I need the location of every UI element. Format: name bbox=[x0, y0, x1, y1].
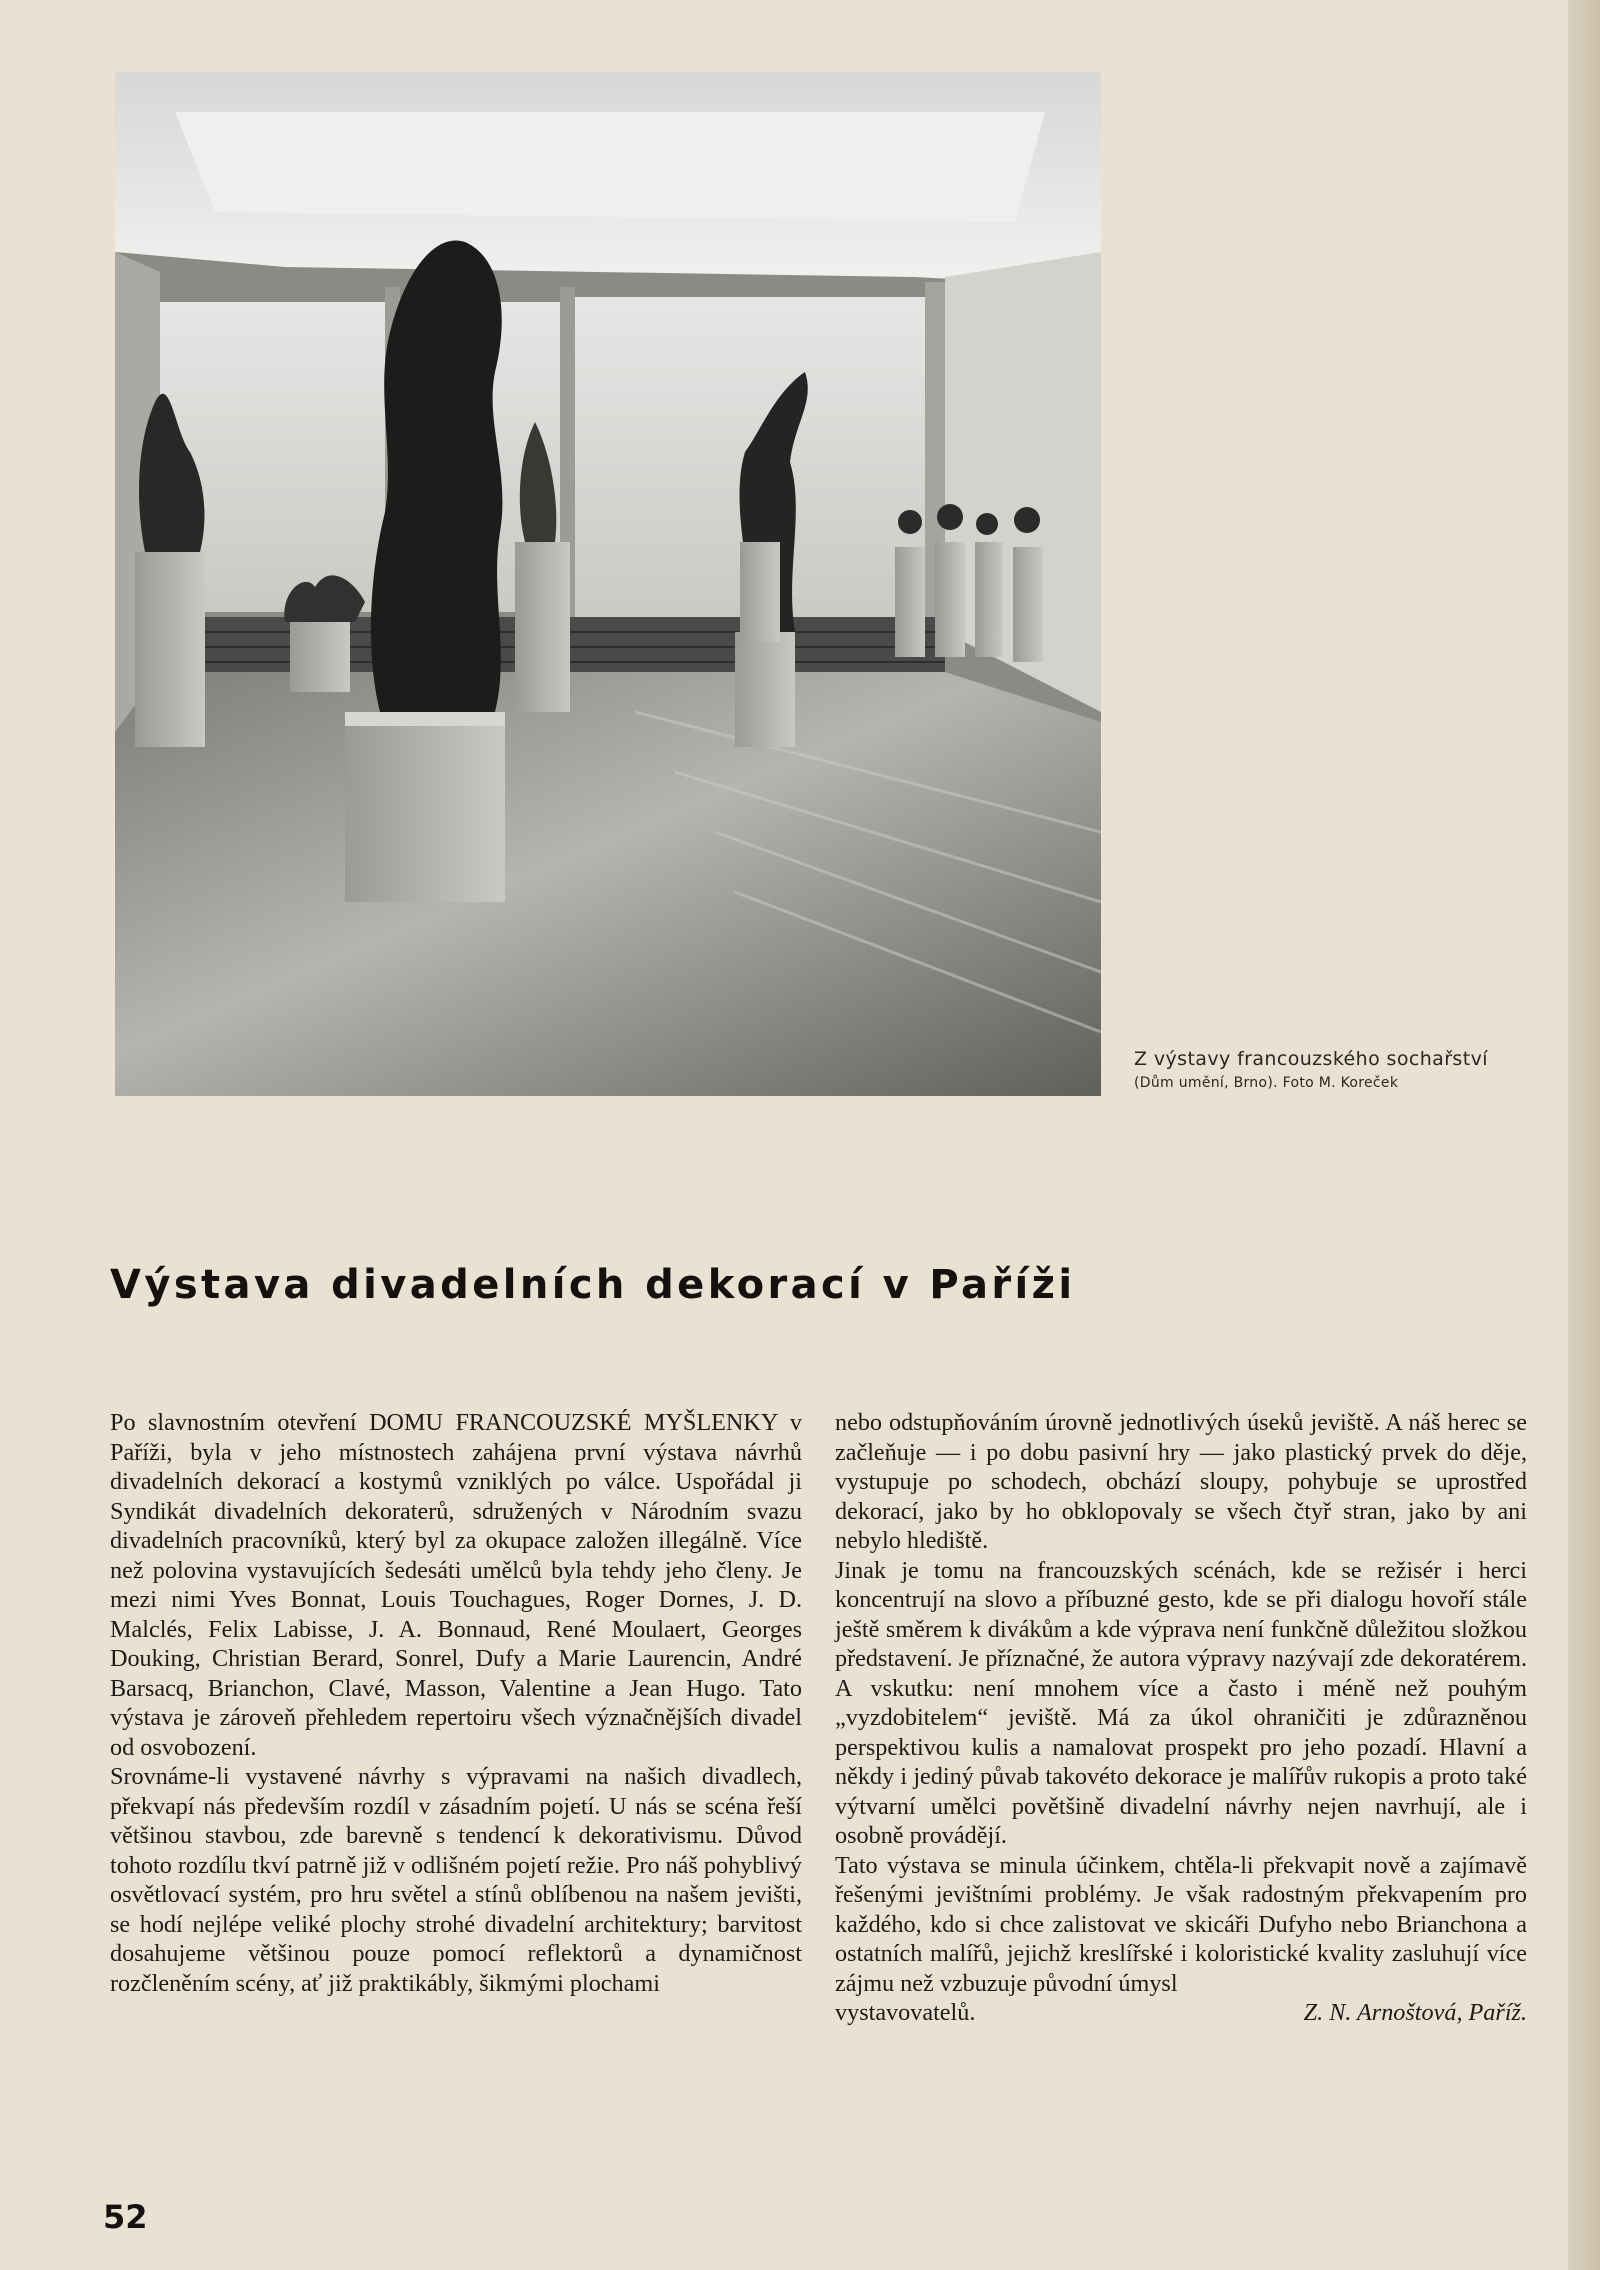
article-column-left bbox=[110, 1408, 802, 1998]
article-title: Výstava divadelních dekorací v Paříži bbox=[110, 1262, 1076, 1308]
caption-title: Z výstavy francouzského sochařství bbox=[1134, 1048, 1488, 1070]
show-through-text bbox=[1120, 70, 1560, 1130]
page-edge bbox=[1568, 0, 1600, 2270]
paragraph: Jinak je tomu na francouzských scénách, kde se režisér i herci koncentrují na slovo a příbuzné gesto, kde se při dialogu hovoří stále ještě směrem k divákům a kde výprava není funkčně důležitou složkou představení. Je příznačné, že autora výpravy nazývají zde dekoratérem. A vskutku: není mnohem více a často i méně než pouhým „vyzdobitelem“ jeviště. Má za úkol ohraničiti je zdůrazněnou perspektivou kulis a namalovat prospekt pro jeho pozadí. Hlavní a někdy i jediný půvab takovéto dekorace je malířův rukopis a proto také výtvarní umělci povětšině divadelní návrhy nejen navrhují, ale i osobně provádějí. bbox=[835, 1556, 1527, 1849]
paragraph: Po slavnostním otevření DOMU FRANCOUZSKÉ MYŠLENKY v Paříži, byla v jeho místnostech zahájena první výstava návrhů divadelních dekorací a kostymů vzniklých po válce. Uspořádal ji Syndikát divadelních dekoraterů, sdružených v Národním svazu divadelních pracovníků, který byl za okupace založen illegálně. Více než polovina vystavujících šedesáti umělců byla tehdy jeho členy. Je mezi nimi Yves Bonnat, Louis Touchagues, Roger Dornes, J. D. Malclés, Felix Labisse, J. A. Bonnaud, René Moulaert, Georges Douking, Christian Berard, Sonrel, Dufy a Marie Laurencin, André Barsacq, Brianchon, Clavé, Masson, Valentine a Jean Hugo. Tato výstava je zároveň přehledem repertoiru všech význačnějších divadel od osvobození. bbox=[110, 1409, 802, 1761]
closing-words: vystavovatelů. bbox=[835, 1999, 976, 2026]
paragraph: Srovnáme-li vystavené návrhy s výpravami na našich divadlech, překvapí nás především rozdíl v zásadním pojetí. U nás se scéna řeší většinou stavbou, zde barevně s tendencí k dekorativismu. Důvod tohoto rozdílu tkví patrně již v odlišném pojetí režie. Pro náš pohyblivý osvětlovací systém, pro hru světel a stínů oblíbenou na našem jevišti, se hodí nejlépe veliké plochy strohé divadelní architektury; barvitost dosahujeme většinou pouze pomocí reflektorů a dynamičnost rozčleněním scény, ať již praktikábly, šikmými plochami bbox=[110, 1763, 802, 1997]
show-through-text-lower bbox=[120, 1105, 1520, 1255]
gallery-photo bbox=[115, 72, 1101, 1096]
photo-caption bbox=[1134, 1048, 1534, 1091]
paragraph: nebo odstupňováním úrovně jednotlivých úseků jeviště. A náš herec se začleňuje — i po dobu pasivní hry — jako plastický prvek do děje, vystupuje po schodech, obchází sloupy, pohybuje se uprostřed dekorací, jako by ho obklopovaly se všech čtyř stran, jako by ani nebylo hlediště. bbox=[835, 1409, 1527, 1554]
caption-credit: (Dům umění, Brno). Foto M. Koreček bbox=[1134, 1075, 1399, 1091]
signature-line bbox=[835, 1998, 1527, 2028]
article-column-right bbox=[835, 1408, 1527, 2028]
author-byline: Z. N. Arnoštová, Paříž. bbox=[1303, 1999, 1527, 2026]
paragraph: Tato výstava se minula účinkem, chtěla-li překvapit nově a zajímavě řešenými jevištními problémy. Je však radostným překvapením pro každého, kdo si chce zalistovat ve skicáři Dufyho nebo Brianchona a ostatních malířů, jejichž kreslířské i koloristické kvality zasluhují více zájmu než vzbuzuje původní úmysl bbox=[835, 1851, 1527, 1997]
page-number: 52 bbox=[103, 2198, 148, 2236]
